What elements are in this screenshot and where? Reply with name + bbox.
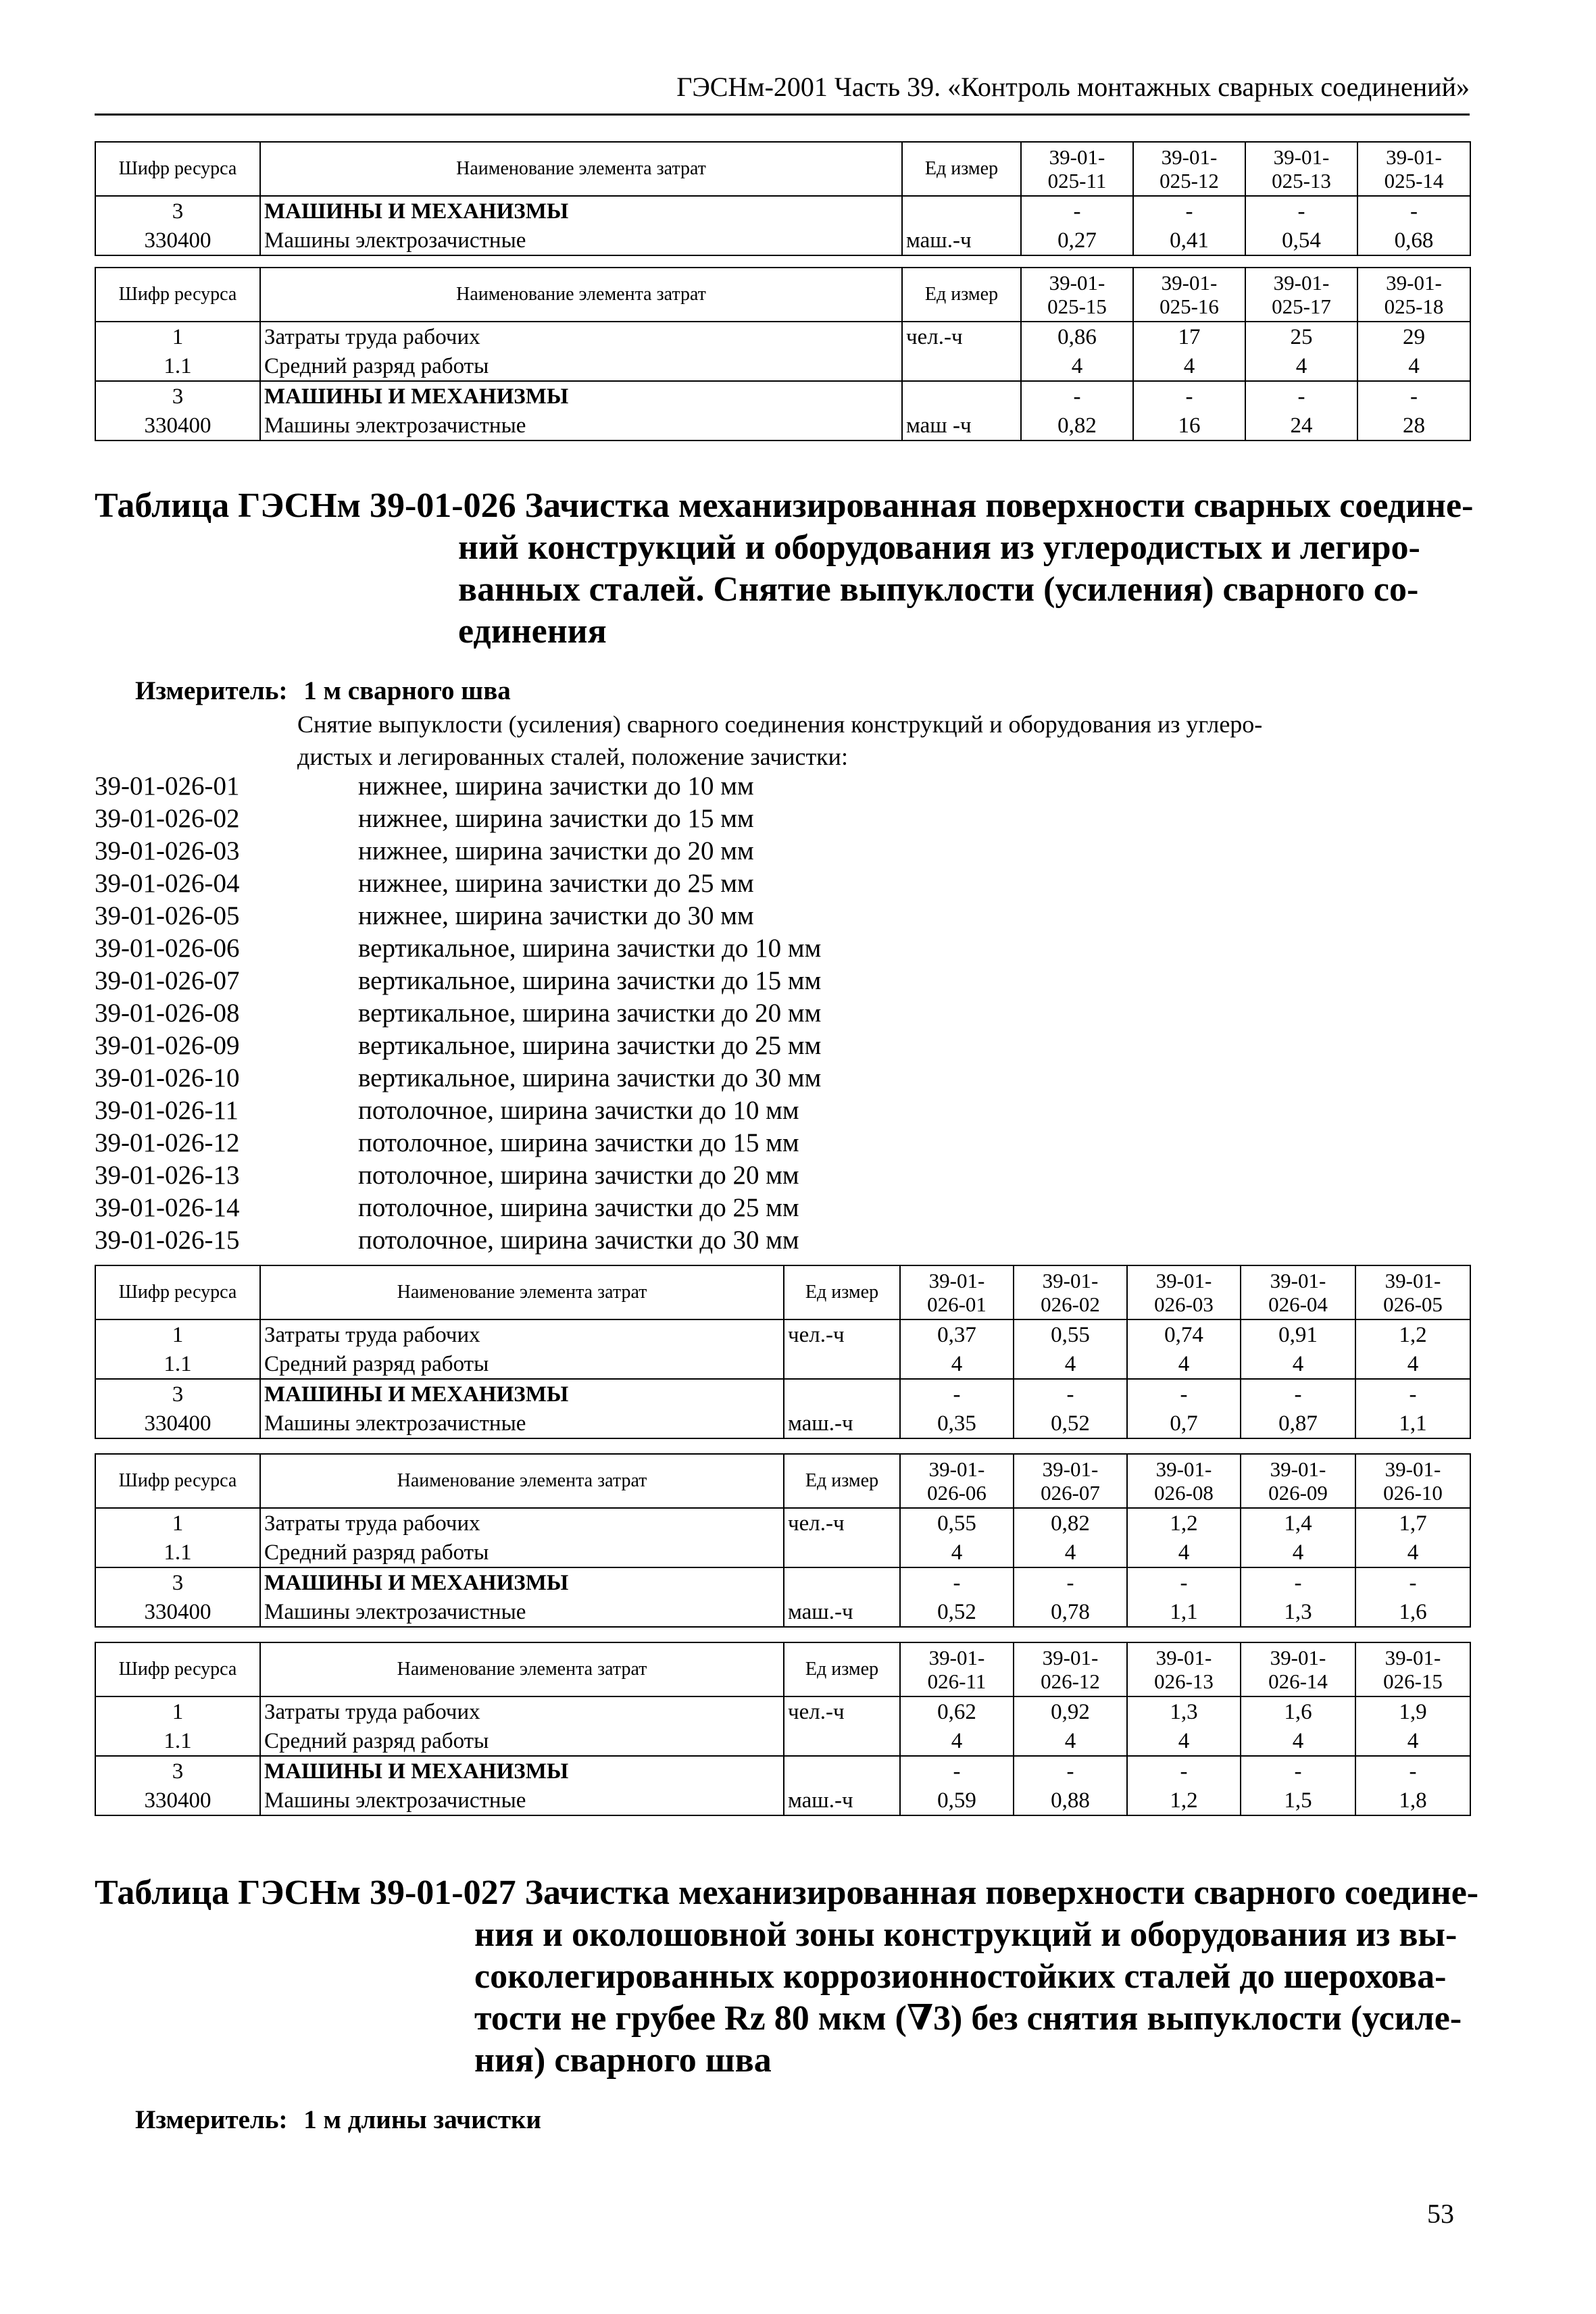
value-cell: - bbox=[900, 1756, 1014, 1786]
title-line: ния и околошовной зоны конструкций и оборудования из вы- bbox=[474, 1915, 1457, 1954]
resource-code-cell: 330400 bbox=[95, 411, 260, 441]
resource-name-cell: МАШИНЫ И МЕХАНИЗМЫ bbox=[260, 381, 902, 411]
value-cell: - bbox=[1355, 1567, 1470, 1597]
code-list-item bbox=[95, 803, 1108, 835]
value-cell: - bbox=[1241, 1379, 1355, 1409]
table-row bbox=[95, 351, 1470, 381]
value-cell: 0,91 bbox=[1241, 1319, 1355, 1349]
value-cell: 4 bbox=[1014, 1349, 1127, 1379]
title-line: ванных сталей. Снятие выпуклости (усиления) сварного со- bbox=[458, 570, 1419, 609]
resource-name-cell: МАШИНЫ И МЕХАНИЗМЫ bbox=[260, 1567, 784, 1597]
item-description: вертикальное, ширина зачистки до 15 мм bbox=[358, 966, 822, 995]
code-list-item bbox=[95, 997, 1108, 1030]
value-cell: 1,3 bbox=[1241, 1597, 1355, 1627]
value-cell: 0,55 bbox=[900, 1508, 1014, 1538]
description-026 bbox=[297, 708, 1262, 773]
value-cell: 0,41 bbox=[1133, 226, 1245, 255]
code-list-item bbox=[95, 932, 1108, 965]
resource-name-cell: Затраты труда рабочих bbox=[260, 1696, 784, 1726]
resource-name-cell: МАШИНЫ И МЕХАНИЗМЫ bbox=[260, 1756, 784, 1786]
resource-code-cell: 1 bbox=[95, 1319, 260, 1349]
resource-table-025-b bbox=[95, 267, 1471, 441]
value-cell: 4 bbox=[1241, 1726, 1355, 1756]
measure-027 bbox=[135, 2105, 541, 2136]
col-header-norm-code: 39-01- 026-01 bbox=[900, 1265, 1014, 1319]
item-description: нижнее, ширина зачистки до 15 мм bbox=[358, 804, 754, 833]
value-cell: 17 bbox=[1133, 322, 1245, 351]
table-header-row bbox=[95, 1265, 1470, 1319]
value-cell: - bbox=[900, 1567, 1014, 1597]
value-cell: 4 bbox=[1355, 1726, 1470, 1756]
value-cell: 1,6 bbox=[1355, 1597, 1470, 1627]
resource-table-026-c bbox=[95, 1642, 1471, 1816]
table-row bbox=[95, 1756, 1470, 1786]
col-header-name: Наименование элемента затрат bbox=[260, 1642, 784, 1696]
col-header-norm-code: 39-01- 025-17 bbox=[1245, 268, 1357, 322]
col-header-norm-code: 39-01- 026-02 bbox=[1014, 1265, 1127, 1319]
resource-name-cell: Средний разряд работы bbox=[260, 1538, 784, 1567]
item-description: вертикальное, ширина зачистки до 20 мм bbox=[358, 999, 822, 1028]
code-list-item bbox=[95, 900, 1108, 932]
value-cell: 1,9 bbox=[1355, 1696, 1470, 1726]
resource-name-cell: МАШИНЫ И МЕХАНИЗМЫ bbox=[260, 1379, 784, 1409]
unit-cell bbox=[784, 1379, 900, 1409]
value-cell: 0,86 bbox=[1021, 322, 1133, 351]
code-list-item bbox=[95, 1127, 1108, 1159]
value-cell: 28 bbox=[1357, 411, 1470, 441]
value-cell: 1,2 bbox=[1127, 1508, 1241, 1538]
resource-name-cell: Машины электрозачистные bbox=[260, 226, 902, 255]
value-cell: - bbox=[1127, 1567, 1241, 1597]
title-line: Таблица ГЭСНм 39-01-026 Зачистка механизированная поверхности сварных соедине- bbox=[95, 486, 1474, 525]
table-row bbox=[95, 1379, 1470, 1409]
col-header-norm-code: 39-01- 026-15 bbox=[1355, 1642, 1470, 1696]
unit-cell: маш.-ч bbox=[784, 1786, 900, 1815]
table-row bbox=[95, 381, 1470, 411]
code-list-item bbox=[95, 965, 1108, 997]
item-code: 39-01-026-05 bbox=[95, 901, 240, 930]
value-cell: - bbox=[1241, 1756, 1355, 1786]
code-list-item bbox=[95, 1062, 1108, 1095]
value-cell: - bbox=[1245, 196, 1357, 226]
table-row bbox=[95, 1696, 1470, 1726]
item-code: 39-01-026-02 bbox=[95, 804, 240, 833]
value-cell: 1,1 bbox=[1127, 1597, 1241, 1627]
code-list-item bbox=[95, 1030, 1108, 1062]
col-header-norm-code: 39-01- 025-15 bbox=[1021, 268, 1133, 322]
value-cell: 4 bbox=[1014, 1726, 1127, 1756]
title-line: ний конструкций и оборудования из углеродистых и легиро- bbox=[458, 528, 1420, 567]
table-row bbox=[95, 1597, 1470, 1627]
col-header-name: Наименование элемента затрат bbox=[260, 268, 902, 322]
value-cell: 1,5 bbox=[1241, 1786, 1355, 1815]
value-cell: 25 bbox=[1245, 322, 1357, 351]
resource-code-cell: 1 bbox=[95, 1696, 260, 1726]
running-header: ГЭСНм-2001 Часть 39. «Контроль монтажных сварных соединений» bbox=[676, 72, 1470, 102]
col-header-name: Наименование элемента затрат bbox=[260, 1454, 784, 1508]
unit-cell bbox=[902, 196, 1021, 226]
resource-name-cell: Затраты труда рабочих bbox=[260, 1319, 784, 1349]
table-row bbox=[95, 226, 1470, 255]
col-header-unit: Ед измер bbox=[784, 1642, 900, 1696]
code-list-item bbox=[95, 1159, 1108, 1192]
resource-code-cell: 1.1 bbox=[95, 351, 260, 381]
resource-code-cell: 3 bbox=[95, 196, 260, 226]
value-cell: 0,78 bbox=[1014, 1597, 1127, 1627]
value-cell: 4 bbox=[1245, 351, 1357, 381]
col-header-norm-code: 39-01- 025-18 bbox=[1357, 268, 1470, 322]
col-header-unit: Ед измер bbox=[784, 1454, 900, 1508]
table-title-027 bbox=[95, 1872, 1478, 2082]
col-header-unit: Ед измер bbox=[784, 1265, 900, 1319]
description-line: дистых и легированных сталей, положение зачистки: bbox=[297, 743, 848, 770]
value-cell: - bbox=[1357, 196, 1470, 226]
col-header-norm-code: 39-01- 025-13 bbox=[1245, 142, 1357, 196]
col-header-code: Шифр ресурса bbox=[95, 1454, 260, 1508]
title-line: соколегированных коррозионностойких сталей до шерохова- bbox=[474, 1957, 1447, 1996]
item-description: потолочное, ширина зачистки до 30 мм bbox=[358, 1226, 799, 1255]
value-cell: - bbox=[1133, 196, 1245, 226]
resource-code-cell: 1.1 bbox=[95, 1349, 260, 1379]
col-header-norm-code: 39-01- 025-14 bbox=[1357, 142, 1470, 196]
unit-cell: маш.-ч bbox=[902, 226, 1021, 255]
title-line: единения bbox=[458, 612, 607, 651]
col-header-norm-code: 39-01- 026-08 bbox=[1127, 1454, 1241, 1508]
unit-cell bbox=[784, 1349, 900, 1379]
resource-code-cell: 3 bbox=[95, 1567, 260, 1597]
value-cell: 4 bbox=[1133, 351, 1245, 381]
table-row bbox=[95, 196, 1470, 226]
value-cell: 4 bbox=[900, 1726, 1014, 1756]
value-cell: 0,87 bbox=[1241, 1409, 1355, 1438]
unit-cell: чел.-ч bbox=[784, 1696, 900, 1726]
item-code: 39-01-026-07 bbox=[95, 966, 240, 995]
value-cell: 4 bbox=[900, 1349, 1014, 1379]
value-cell: - bbox=[900, 1379, 1014, 1409]
value-cell: 0,35 bbox=[900, 1409, 1014, 1438]
code-list-item bbox=[95, 1192, 1108, 1224]
code-list-item bbox=[95, 770, 1108, 803]
table-row bbox=[95, 1567, 1470, 1597]
value-cell: 0,82 bbox=[1021, 411, 1133, 441]
col-header-norm-code: 39-01- 026-13 bbox=[1127, 1642, 1241, 1696]
code-list-item bbox=[95, 867, 1108, 900]
table-row bbox=[95, 1349, 1470, 1379]
measure-label: Измеритель: bbox=[135, 676, 288, 705]
value-cell: - bbox=[1355, 1379, 1470, 1409]
item-description: нижнее, ширина зачистки до 10 мм bbox=[358, 772, 754, 801]
unit-cell bbox=[784, 1756, 900, 1786]
item-code: 39-01-026-09 bbox=[95, 1031, 240, 1060]
unit-cell bbox=[902, 351, 1021, 381]
table-row bbox=[95, 411, 1470, 441]
unit-cell: чел.-ч bbox=[902, 322, 1021, 351]
unit-cell: чел.-ч bbox=[784, 1319, 900, 1349]
table-row bbox=[95, 1409, 1470, 1438]
resource-name-cell: МАШИНЫ И МЕХАНИЗМЫ bbox=[260, 196, 902, 226]
unit-cell bbox=[784, 1567, 900, 1597]
col-header-norm-code: 39-01- 025-16 bbox=[1133, 268, 1245, 322]
value-cell: - bbox=[1133, 381, 1245, 411]
value-cell: - bbox=[1355, 1756, 1470, 1786]
value-cell: 1,6 bbox=[1241, 1696, 1355, 1726]
col-header-norm-code: 39-01- 026-04 bbox=[1241, 1265, 1355, 1319]
item-code: 39-01-026-13 bbox=[95, 1161, 240, 1190]
item-description: нижнее, ширина зачистки до 20 мм bbox=[358, 836, 754, 865]
resource-code-cell: 1.1 bbox=[95, 1726, 260, 1756]
resource-code-cell: 330400 bbox=[95, 226, 260, 255]
value-cell: 1,7 bbox=[1355, 1508, 1470, 1538]
value-cell: 0,52 bbox=[900, 1597, 1014, 1627]
value-cell: 4 bbox=[1355, 1349, 1470, 1379]
table-row bbox=[95, 322, 1470, 351]
value-cell: 16 bbox=[1133, 411, 1245, 441]
value-cell: 1,1 bbox=[1355, 1409, 1470, 1438]
col-header-code: Шифр ресурса bbox=[95, 142, 260, 196]
col-header-name: Наименование элемента затрат bbox=[260, 1265, 784, 1319]
value-cell: - bbox=[1357, 381, 1470, 411]
value-cell: - bbox=[1241, 1567, 1355, 1597]
code-list-item bbox=[95, 835, 1108, 867]
resource-table-025-a bbox=[95, 141, 1471, 256]
table-row bbox=[95, 1508, 1470, 1538]
value-cell: 0,59 bbox=[900, 1786, 1014, 1815]
measure-value: 1 м сварного шва bbox=[303, 676, 511, 705]
col-header-norm-code: 39-01- 025-11 bbox=[1021, 142, 1133, 196]
resource-name-cell: Машины электрозачистные bbox=[260, 1597, 784, 1627]
resource-name-cell: Машины электрозачистные bbox=[260, 1786, 784, 1815]
col-header-norm-code: 39-01- 026-07 bbox=[1014, 1454, 1127, 1508]
resource-code-cell: 330400 bbox=[95, 1597, 260, 1627]
value-cell: - bbox=[1014, 1756, 1127, 1786]
value-cell: 0,52 bbox=[1014, 1409, 1127, 1438]
item-description: вертикальное, ширина зачистки до 25 мм bbox=[358, 1031, 822, 1060]
item-code: 39-01-026-12 bbox=[95, 1128, 240, 1157]
value-cell: - bbox=[1021, 196, 1133, 226]
item-description: потолочное, ширина зачистки до 25 мм bbox=[358, 1193, 799, 1222]
code-list-026 bbox=[95, 770, 1108, 1257]
table-header-row bbox=[95, 142, 1470, 196]
value-cell: 4 bbox=[1127, 1726, 1241, 1756]
item-code: 39-01-026-06 bbox=[95, 934, 240, 963]
col-header-norm-code: 39-01- 026-11 bbox=[900, 1642, 1014, 1696]
item-description: потолочное, ширина зачистки до 20 мм bbox=[358, 1161, 799, 1190]
value-cell: 4 bbox=[1014, 1538, 1127, 1567]
resource-name-cell: Средний разряд работы bbox=[260, 351, 902, 381]
resource-code-cell: 3 bbox=[95, 1379, 260, 1409]
value-cell: 1,8 bbox=[1355, 1786, 1470, 1815]
col-header-code: Шифр ресурса bbox=[95, 268, 260, 322]
col-header-norm-code: 39-01- 026-14 bbox=[1241, 1642, 1355, 1696]
value-cell: 1,2 bbox=[1355, 1319, 1470, 1349]
value-cell: 0,37 bbox=[900, 1319, 1014, 1349]
table-title-026 bbox=[95, 485, 1473, 653]
resource-code-cell: 3 bbox=[95, 1756, 260, 1786]
resource-name-cell: Средний разряд работы bbox=[260, 1726, 784, 1756]
value-cell: 1,4 bbox=[1241, 1508, 1355, 1538]
measure-label: Измеритель: bbox=[135, 2105, 288, 2134]
value-cell: 0,82 bbox=[1014, 1508, 1127, 1538]
value-cell: 0,68 bbox=[1357, 226, 1470, 255]
value-cell: - bbox=[1127, 1379, 1241, 1409]
value-cell: 1,2 bbox=[1127, 1786, 1241, 1815]
resource-name-cell: Средний разряд работы bbox=[260, 1349, 784, 1379]
table-row bbox=[95, 1786, 1470, 1815]
unit-cell bbox=[784, 1726, 900, 1756]
unit-cell: маш -ч bbox=[902, 411, 1021, 441]
resource-code-cell: 1 bbox=[95, 1508, 260, 1538]
col-header-unit: Ед измер bbox=[902, 142, 1021, 196]
unit-cell: маш.-ч bbox=[784, 1409, 900, 1438]
value-cell: 4 bbox=[1355, 1538, 1470, 1567]
item-description: потолочное, ширина зачистки до 10 мм bbox=[358, 1096, 799, 1125]
item-code: 39-01-026-01 bbox=[95, 772, 240, 801]
resource-code-cell: 3 bbox=[95, 381, 260, 411]
value-cell: 0,92 bbox=[1014, 1696, 1127, 1726]
value-cell: - bbox=[1014, 1379, 1127, 1409]
item-code: 39-01-026-15 bbox=[95, 1226, 240, 1255]
value-cell: - bbox=[1014, 1567, 1127, 1597]
unit-cell: чел.-ч bbox=[784, 1508, 900, 1538]
measure-026 bbox=[135, 676, 511, 707]
code-list-item bbox=[95, 1224, 1108, 1257]
col-header-unit: Ед измер bbox=[902, 268, 1021, 322]
item-description: вертикальное, ширина зачистки до 30 мм bbox=[358, 1063, 822, 1092]
resource-table-026-a bbox=[95, 1265, 1471, 1439]
item-code: 39-01-026-04 bbox=[95, 869, 240, 898]
table-header-row bbox=[95, 1642, 1470, 1696]
value-cell: 24 bbox=[1245, 411, 1357, 441]
table-row bbox=[95, 1726, 1470, 1756]
value-cell: 4 bbox=[1021, 351, 1133, 381]
col-header-code: Шифр ресурса bbox=[95, 1642, 260, 1696]
col-header-code: Шифр ресурса bbox=[95, 1265, 260, 1319]
unit-cell: маш.-ч bbox=[784, 1597, 900, 1627]
col-header-norm-code: 39-01- 026-12 bbox=[1014, 1642, 1127, 1696]
value-cell: - bbox=[1245, 381, 1357, 411]
value-cell: 0,88 bbox=[1014, 1786, 1127, 1815]
code-list-item bbox=[95, 1095, 1108, 1127]
item-description: потолочное, ширина зачистки до 15 мм bbox=[358, 1128, 799, 1157]
table-header-row bbox=[95, 268, 1470, 322]
measure-value: 1 м длины зачистки bbox=[303, 2105, 542, 2134]
header-rule bbox=[95, 114, 1470, 116]
col-header-norm-code: 39-01- 025-12 bbox=[1133, 142, 1245, 196]
item-code: 39-01-026-08 bbox=[95, 999, 240, 1028]
table-header-row bbox=[95, 1454, 1470, 1508]
value-cell: 0,62 bbox=[900, 1696, 1014, 1726]
value-cell: - bbox=[1127, 1756, 1241, 1786]
value-cell: 4 bbox=[1127, 1349, 1241, 1379]
value-cell: 29 bbox=[1357, 322, 1470, 351]
title-line: Таблица ГЭСНм 39-01-027 Зачистка механизированная поверхности сварного соедине- bbox=[95, 1873, 1479, 1912]
item-code: 39-01-026-10 bbox=[95, 1063, 240, 1092]
resource-name-cell: Затраты труда рабочих bbox=[260, 322, 902, 351]
value-cell: 0,27 bbox=[1021, 226, 1133, 255]
item-description: вертикальное, ширина зачистки до 10 мм bbox=[358, 934, 822, 963]
value-cell: 0,54 bbox=[1245, 226, 1357, 255]
item-code: 39-01-026-11 bbox=[95, 1096, 239, 1125]
page-number: 53 bbox=[1427, 2198, 1454, 2229]
col-header-norm-code: 39-01- 026-06 bbox=[900, 1454, 1014, 1508]
resource-name-cell: Затраты труда рабочих bbox=[260, 1508, 784, 1538]
resource-code-cell: 1 bbox=[95, 322, 260, 351]
item-description: нижнее, ширина зачистки до 25 мм bbox=[358, 869, 754, 898]
col-header-norm-code: 39-01- 026-10 bbox=[1355, 1454, 1470, 1508]
value-cell: 1,3 bbox=[1127, 1696, 1241, 1726]
value-cell: 4 bbox=[1241, 1349, 1355, 1379]
value-cell: 4 bbox=[1357, 351, 1470, 381]
value-cell: 4 bbox=[900, 1538, 1014, 1567]
col-header-norm-code: 39-01- 026-03 bbox=[1127, 1265, 1241, 1319]
table-row bbox=[95, 1538, 1470, 1567]
value-cell: 0,55 bbox=[1014, 1319, 1127, 1349]
title-line: ния) сварного шва bbox=[474, 2041, 772, 2080]
col-header-norm-code: 39-01- 026-05 bbox=[1355, 1265, 1470, 1319]
item-description: нижнее, ширина зачистки до 30 мм bbox=[358, 901, 754, 930]
col-header-norm-code: 39-01- 026-09 bbox=[1241, 1454, 1355, 1508]
unit-cell bbox=[784, 1538, 900, 1567]
item-code: 39-01-026-03 bbox=[95, 836, 240, 865]
table-row bbox=[95, 1319, 1470, 1349]
resource-table-026-b bbox=[95, 1453, 1471, 1628]
description-line: Снятие выпуклости (усиления) сварного соединения конструкций и оборудования из углеро- bbox=[297, 711, 1263, 738]
value-cell: 4 bbox=[1127, 1538, 1241, 1567]
col-header-name: Наименование элемента затрат bbox=[260, 142, 902, 196]
resource-name-cell: Машины электрозачистные bbox=[260, 1409, 784, 1438]
item-code: 39-01-026-14 bbox=[95, 1193, 240, 1222]
resource-code-cell: 1.1 bbox=[95, 1538, 260, 1567]
title-line: тости не грубее Rz 80 мкм (∇3) без снятия выпуклости (усиле- bbox=[474, 1999, 1462, 2038]
resource-code-cell: 330400 bbox=[95, 1409, 260, 1438]
value-cell: 4 bbox=[1241, 1538, 1355, 1567]
unit-cell bbox=[902, 381, 1021, 411]
value-cell: - bbox=[1021, 381, 1133, 411]
value-cell: 0,7 bbox=[1127, 1409, 1241, 1438]
value-cell: 0,74 bbox=[1127, 1319, 1241, 1349]
resource-code-cell: 330400 bbox=[95, 1786, 260, 1815]
resource-name-cell: Машины электрозачистные bbox=[260, 411, 902, 441]
